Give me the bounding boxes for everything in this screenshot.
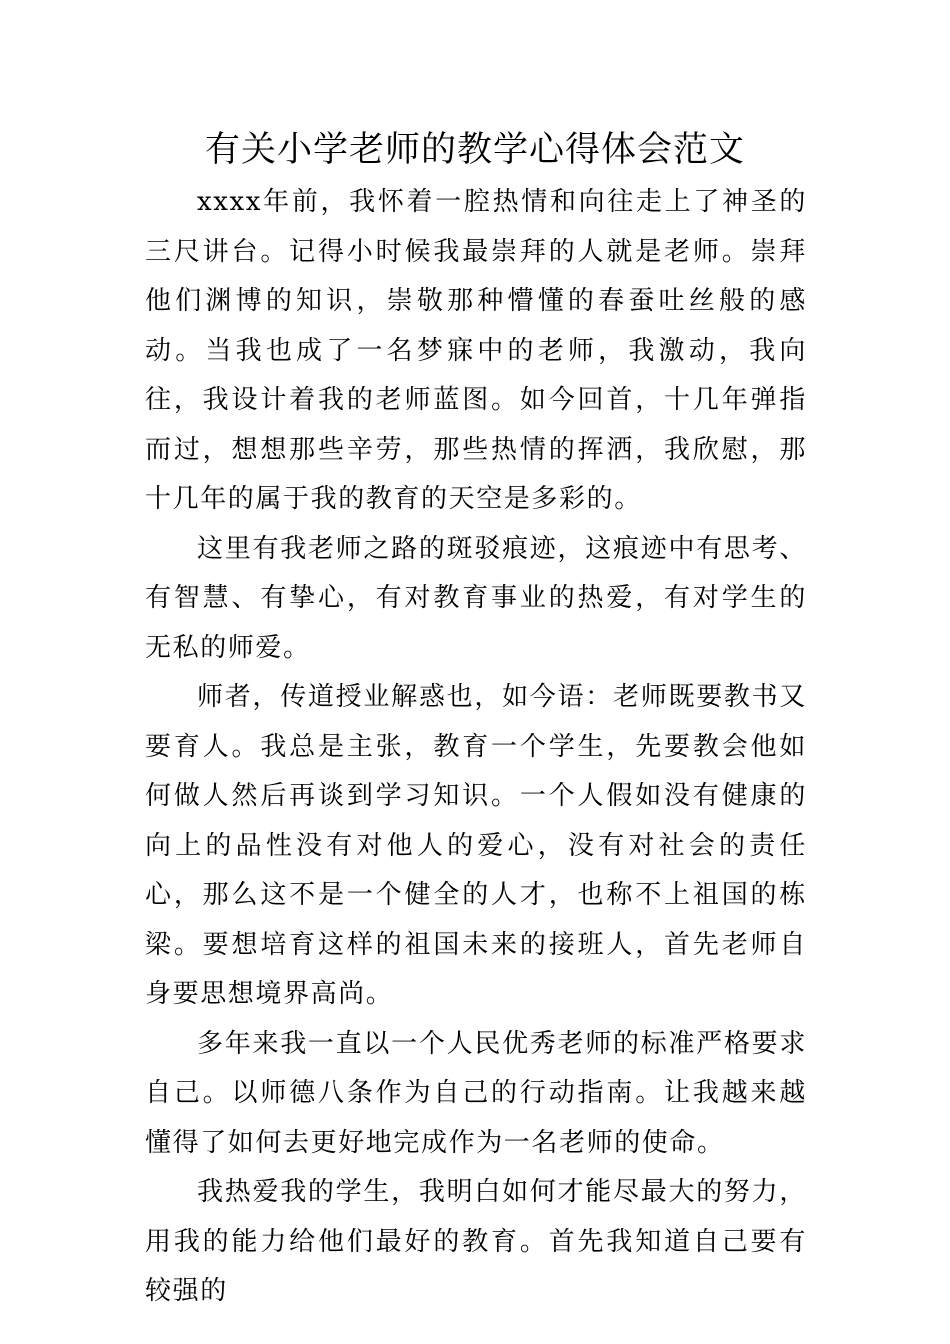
paragraph: xxxx年前，我怀着一腔热情和向往走上了神圣的三尺讲台。记得小时候我最崇拜的人就是老师。崇拜他们渊博的知识，崇敬那种懵懂的春蚕吐丝般的感动。当我也成了一名梦寐中的老师，我激动，我向往，我设计着我的老师蓝图。如今回首，十几年弹指而过，想想那些辛劳，那些热情的挥洒，我欣慰，那十几年的属于我的教育的天空是多彩的。 xyxy=(145,187,807,514)
paragraph: 我热爱我的学生，我明白如何才能尽最大的努力，用我的能力给他们最好的教育。首先我知道自己要有较强的 xyxy=(145,1177,807,1306)
document-title: 有关小学老师的教学心得体会范文 xyxy=(204,130,745,170)
paragraph: 这里有我老师之路的斑驳痕迹，这痕迹中有思考、有智慧、有挚心，有对教育事业的热爱，有对学生的无私的师爱。 xyxy=(145,533,807,663)
paragraph: 多年来我一直以一个人民优秀老师的标准严格要求自己。以师德八条作为自己的行动指南。让我越来越懂得了如何去更好地完成作为一名老师的使命。 xyxy=(145,1028,807,1158)
document-body xyxy=(145,178,807,1317)
paragraph: 师者，传道授业解惑也，如今语：老师既要教书又要育人。我总是主张，教育一个学生，先要教会他如何做人然后再谈到学习知识。一个人假如没有健康的向上的品性没有对他人的爱心，没有对社会的责任心，那么这不是一个健全的人才，也称不上祖国的栋梁。要想培育这样的祖国未来的接班人，首先老师自身要思想境界高尚。 xyxy=(145,682,807,1009)
